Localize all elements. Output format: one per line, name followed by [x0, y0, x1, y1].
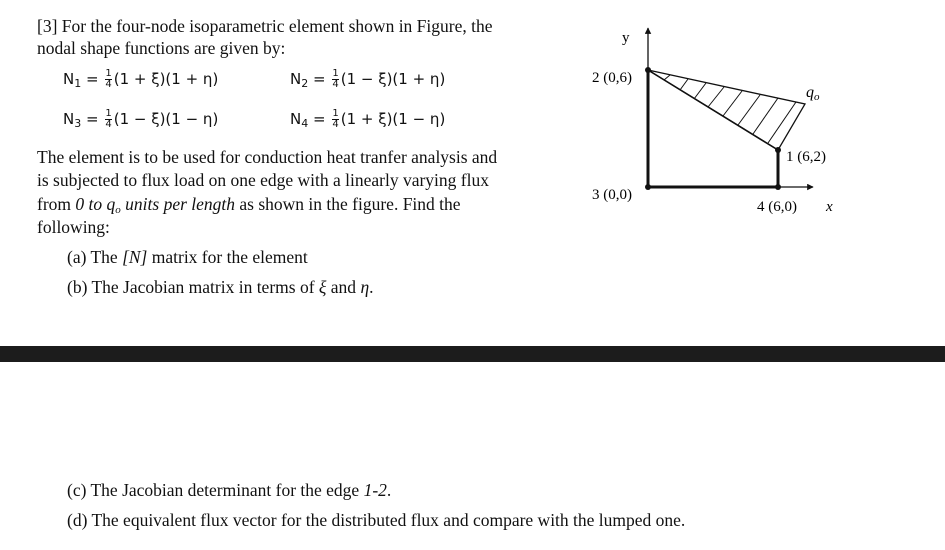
load-label-q: q — [806, 84, 814, 101]
part-b-and: and — [326, 277, 361, 297]
node-3-marker — [645, 184, 651, 190]
node-1-marker — [775, 147, 781, 153]
intro-line-2: nodal shape functions are given by: — [37, 38, 286, 58]
n2-index: 2 — [301, 77, 309, 90]
shape-function-n3: $N_3$ = $\frac{1}{4}$ (1 − ξ)(1 − η) — [63, 108, 219, 130]
part-b-period: . — [369, 277, 374, 297]
part-c-period: . — [386, 480, 392, 500]
line3-q-sub: o — [115, 204, 121, 216]
description-line-2: is subjected to flux load on one edge with a linearly varying flux — [37, 170, 489, 190]
part-b — [67, 276, 374, 298]
n4-index: 4 — [301, 117, 309, 130]
line3-from: from — [37, 194, 76, 214]
n3-den: 4 — [105, 119, 112, 130]
x-axis-label: x — [826, 199, 833, 215]
part-c — [67, 479, 391, 501]
load-label — [806, 84, 820, 103]
n2-expr: (1 − ξ)(1 + η) — [340, 70, 446, 88]
line3-units: units per length — [120, 194, 236, 214]
y-axis-label: y — [622, 30, 630, 46]
n2-den: 4 — [332, 79, 339, 90]
flux-load-arrows — [664, 75, 796, 143]
node-2-label: 2 (0,6) — [592, 70, 632, 86]
n4-symbol: N — [290, 110, 302, 128]
n4-num: 1 — [332, 108, 339, 119]
part-c-prefix: (c) The Jacobian determinant for the edge — [67, 480, 364, 500]
node-4-marker — [775, 184, 781, 190]
n3-fraction — [105, 109, 111, 130]
node-2-marker — [645, 67, 651, 73]
n1-den: 4 — [105, 79, 112, 90]
part-b-eta: η — [360, 277, 370, 297]
n1-symbol: N — [63, 70, 75, 88]
part-a-suffix: matrix for the element — [147, 247, 308, 267]
load-label-sub: o — [814, 91, 820, 103]
node-3-label: 3 (0,0) — [592, 187, 632, 203]
description-line-4: following: — [37, 217, 110, 237]
shape-function-n4: $N_4$ = $\frac{1}{4}$ (1 + ξ)(1 − η) — [290, 108, 446, 130]
part-a-symbol: [N] — [122, 247, 148, 267]
shape-function-n2: $N_2$ = $\frac{1}{4}$ (1 − ξ)(1 + η) — [290, 68, 446, 90]
element-figure — [580, 15, 940, 225]
part-d: (d) The equivalent flux vector for the distributed flux and compare with the lumped one. — [67, 510, 686, 530]
n1-expr: (1 + ξ)(1 + η) — [113, 70, 219, 88]
n1-num: 1 — [105, 68, 112, 79]
line3-range: 0 to q — [75, 194, 116, 214]
n3-num: 1 — [105, 108, 112, 119]
node-1-label: 1 (6,2) — [786, 149, 826, 165]
n3-symbol: N — [63, 110, 75, 128]
n1-index: 1 — [74, 77, 82, 90]
flux-load-distribution — [648, 70, 805, 150]
part-b-xi: ξ — [318, 277, 327, 297]
n4-fraction — [332, 109, 338, 130]
part-c-edge: 1-2 — [363, 480, 387, 500]
n3-expr: (1 − ξ)(1 − η) — [113, 110, 219, 128]
n4-expr: (1 + ξ)(1 − η) — [340, 110, 446, 128]
part-a — [67, 246, 308, 268]
part-a-prefix: (a) The — [67, 247, 123, 267]
node-4-label: 4 (6,0) — [757, 199, 797, 215]
n4-den: 4 — [332, 119, 339, 130]
part-b-prefix: (b) The Jacobian matrix in terms of — [67, 277, 319, 297]
n2-symbol: N — [290, 70, 302, 88]
problem-intro — [37, 15, 493, 59]
separator-band — [0, 346, 945, 362]
shape-function-n1: $N_1$ = $\frac{1}{4}$ (1 + ξ)(1 + η) — [63, 68, 219, 90]
description-line-1: The element is to be used for conduction heat tranfer analysis and — [37, 147, 498, 167]
intro-line-1: [3] For the four-node isoparametric element shown in Figure, the — [37, 16, 493, 36]
line3-rest: as shown in the figure. Find the — [235, 194, 461, 214]
n3-index: 3 — [74, 117, 82, 130]
n2-num: 1 — [332, 68, 339, 79]
n1-fraction — [105, 69, 111, 90]
n2-fraction — [332, 69, 338, 90]
